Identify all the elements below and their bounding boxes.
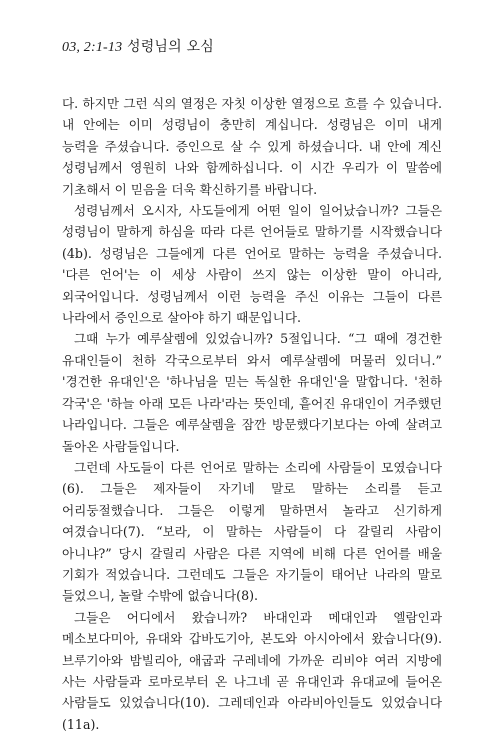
chapter-reference: 03, 2:1-13 (62, 40, 123, 55)
paragraph: 그때 누가 예루살렘에 있었습니까? 5절입니다. “그 때에 경건한 유대인들이 천하 각국으로부터 와서 예루살렘에 머물러 있더니.” '경건한 유대인'은 '하나님을 믿는 독실한 유대인'을 말합니다. '천하 각국'은 '하늘 아래 모든 나라'라는 뜻인데, 흩어진 유대인이 거주했던 나라입니다. 그들은 예루살렘을 잠깐 방문했다기보다는 아예 살려고 돌아온 사람들입니다. (62, 331, 442, 454)
paragraph-continuation: 다. 하지만 그런 식의 열정은 자칫 이상한 열정으로 흐를 수 있습니다. 내 안에는 이미 성령님이 충만히 계십니다. 성령님은 이미 내게 능력을 주셨습니다. 증인으로 살 수 있게 하셨습니다. 내 안에 계신 성령님께서 영원히 나와 함께하십니다. 이 시간 우리가 이 말씀에 기초해서 이 믿음을 더욱 확신하기를 바랍니다. (62, 96, 442, 197)
body-text (62, 93, 442, 735)
paragraph: 성령님께서 오시자, 사도들에게 어떤 일이 일어났습니까? 그들은 성령님이 말하게 하심을 따라 다른 언어들로 말하기를 시작했습니다(4b). 성령님은 그들에게 다른 언어로 말하는 능력을 주셨습니다. '다른 언어'는 이 세상 사람이 쓰지 않는 이상한 말이 아니라, 외국어입니다. 성령님께서 이런 능력을 주신 이유는 그들이 다른 나라에서 증인으로 살아야 하기 때문입니다. (62, 203, 442, 326)
paragraph: 그들은 어디에서 왔습니까? 바대인과 메대인과 엘람인과 메소보다미아, 유대와 갑바도기아, 본도와 아시아에서 왔습니다(9). 브루기아와 밤빌리아, 애굽과 구레네에 가까운 리비야 여러 지방에 사는 사람들과 로마로부터 온 나그네 곧 유대인과 유대교에 들어온 사람들도 있었습니다(10). 그레데인과 아라비아인들도 있었습니다(11a). (62, 609, 442, 732)
paragraph: 그런데 사도들이 다른 언어로 말하는 소리에 사람들이 모였습니다(6). 그들은 제자들이 자기네 말로 말하는 소리를 듣고 어리둥절했습니다. 그들은 이렇게 말하면서 놀라고 신기하게 여겼습니다(7). “보라, 이 말하는 사람들이 다 갈릴리 사람이 아니냐?” 당시 갈릴리 사람은 다른 지역에 비해 다른 언어를 배울 기회가 적었습니다. 그런데도 그들은 자기들이 태어난 나라의 말로 들었으니, 놀랄 수밖에 없습니다(8). (62, 459, 442, 604)
running-header (62, 36, 214, 56)
chapter-title: 성령님의 오심 (126, 39, 214, 55)
